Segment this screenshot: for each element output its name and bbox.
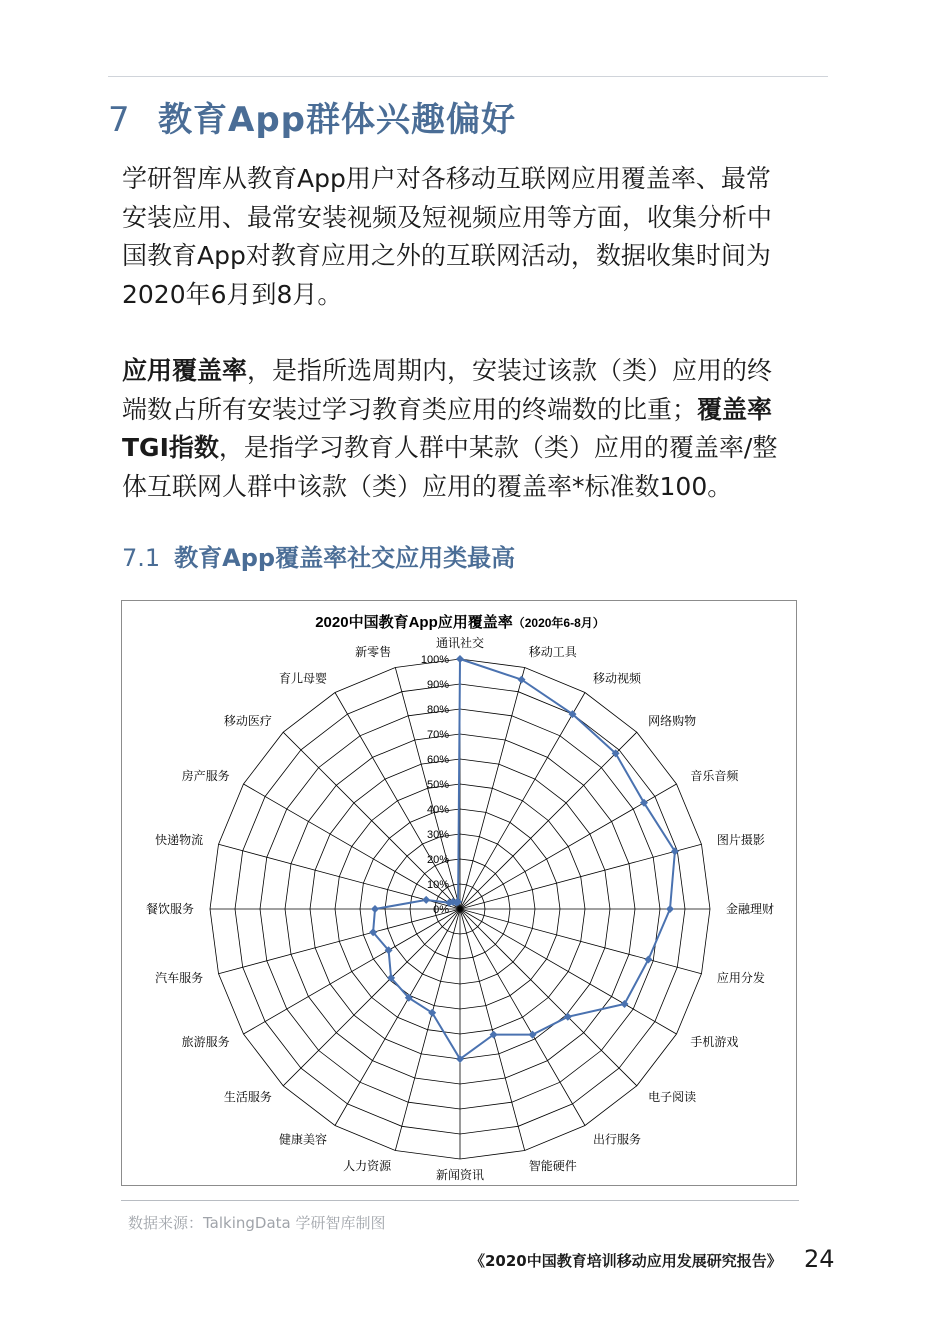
subsection-title: 教育App覆盖率社交应用类最高 [174, 544, 516, 572]
radar-category-label: 手机游戏 [690, 1035, 739, 1049]
radar-category-label: 金融理财 [726, 902, 775, 916]
radar-tick-label: 50% [426, 779, 449, 791]
intro-line: 国教育App对教育应用之外的互联网活动，数据收集时间为 [122, 241, 771, 270]
radar-data-point [666, 905, 674, 913]
radar-spoke [460, 732, 637, 909]
radar-category-label: 育儿母婴 [278, 671, 327, 686]
radar-category-label: 房产服务 [181, 769, 230, 783]
radar-tick-label: 80% [426, 704, 449, 716]
radar-tick-label: 0% [433, 904, 449, 916]
radar-tick-label: 30% [426, 829, 449, 841]
chart-title [315, 613, 605, 631]
intro-line: 安装应用、最常安装视频及短视频应用等方面，收集分析中 [122, 202, 773, 232]
intro-paragraph [122, 160, 838, 314]
subsection-number: 7.1 [122, 544, 161, 572]
intro-line: 学研智库从教育App用户对各移动互联网应用覆盖率、最常 [122, 164, 771, 193]
radar-data-point [422, 896, 430, 904]
radar-spoke [244, 909, 461, 1034]
radar-category-label: 应用分发 [716, 970, 765, 985]
radar-chart-svg [122, 601, 798, 1187]
section-heading [108, 92, 516, 141]
radar-data-point [529, 1031, 537, 1039]
definition-line: 体互联网人群中该款（类）应用的覆盖率*标准数100。 [122, 471, 733, 501]
radar-category-label: 图片摄影 [716, 833, 765, 848]
radar-category-label: 音乐音频 [690, 769, 739, 783]
report-title: 《2020中国教育培训移动应用发展研究报告》 [470, 1252, 782, 1270]
radar-category-label: 快递物流 [155, 833, 204, 848]
radar-tick-label: 90% [426, 679, 449, 691]
radar-category-label: 人力资源 [343, 1158, 392, 1173]
radar-spoke [335, 693, 460, 910]
radar-tick-label: 40% [426, 804, 449, 816]
radar-spoke [395, 909, 460, 1151]
radar-spoke [460, 844, 702, 909]
radar-tick-label: 10% [426, 879, 449, 891]
definition-text: ，是指所选周期内，安装过该款（类）应用的终 [247, 356, 773, 385]
radar-tick-label: 60% [426, 754, 449, 766]
radar-category-label: 新闻资讯 [435, 1168, 485, 1182]
radar-spoke [460, 668, 525, 910]
radar-tick-label: 100% [420, 654, 449, 666]
radar-category-label: 出行服务 [593, 1132, 642, 1147]
radar-category-label: 智能硬件 [528, 1158, 577, 1173]
radar-spoke [460, 693, 585, 910]
radar-chart [121, 600, 797, 1186]
radar-tick-label: 20% [426, 854, 449, 866]
radar-category-label: 餐饮服务 [145, 902, 194, 916]
radar-category-label: 移动医疗 [223, 713, 272, 728]
chart-title-sub: （2020年6-8月） [512, 616, 605, 630]
radar-category-label: 汽车服务 [155, 970, 204, 985]
definition-line [122, 429, 838, 468]
term-coverage-tgi-b: TGI指数 [122, 433, 219, 462]
definition-line [122, 391, 838, 430]
radar-category-label: 新零售 [355, 645, 392, 660]
radar-data-point [456, 655, 464, 663]
radar-spoke [335, 909, 460, 1126]
radar-spoke [219, 909, 461, 974]
definition-line [122, 352, 838, 391]
radar-data-point [621, 1000, 629, 1008]
radar-category-label: 旅游服务 [181, 1035, 230, 1049]
section-title: 教育App群体兴趣偏好 [158, 100, 516, 140]
radar-spoke [460, 909, 525, 1151]
subsection-heading [122, 538, 515, 573]
radar-category-label: 通讯社交 [435, 636, 485, 650]
radar-category-label: 健康美容 [278, 1132, 327, 1147]
term-coverage-tgi-a: 覆盖率 [697, 394, 773, 424]
definition-text: ，是指学习教育人群中某款（类）应用的覆盖率/整 [218, 433, 778, 462]
radar-category-label: 移动工具 [528, 645, 577, 660]
data-source: 数据来源：TalkingData 学研智库制图 [128, 1214, 386, 1232]
radar-data-point [644, 956, 652, 964]
bottom-rule [121, 1200, 799, 1201]
chart-title-main: 2020中国教育App应用覆盖率 [315, 614, 513, 631]
section-number: 7 [108, 100, 131, 140]
top-rule [108, 76, 828, 77]
definition-paragraph [122, 352, 838, 506]
page-number: 24 [804, 1245, 835, 1273]
radar-category-label: 电子阅读 [648, 1090, 697, 1105]
radar-category-label: 生活服务 [223, 1090, 272, 1105]
radar-category-label: 移动视频 [593, 671, 642, 686]
term-coverage: 应用覆盖率 [122, 356, 248, 385]
radar-spoke [460, 909, 637, 1086]
definition-text: 端数占所有安装过学习教育类应用的终端数的比重； [122, 394, 698, 424]
intro-line: 2020年6月到8月。 [122, 279, 343, 309]
radar-tick-label: 70% [426, 729, 449, 741]
radar-spoke [283, 909, 460, 1086]
radar-data-point [371, 905, 379, 913]
radar-category-label: 网络购物 [648, 713, 697, 728]
